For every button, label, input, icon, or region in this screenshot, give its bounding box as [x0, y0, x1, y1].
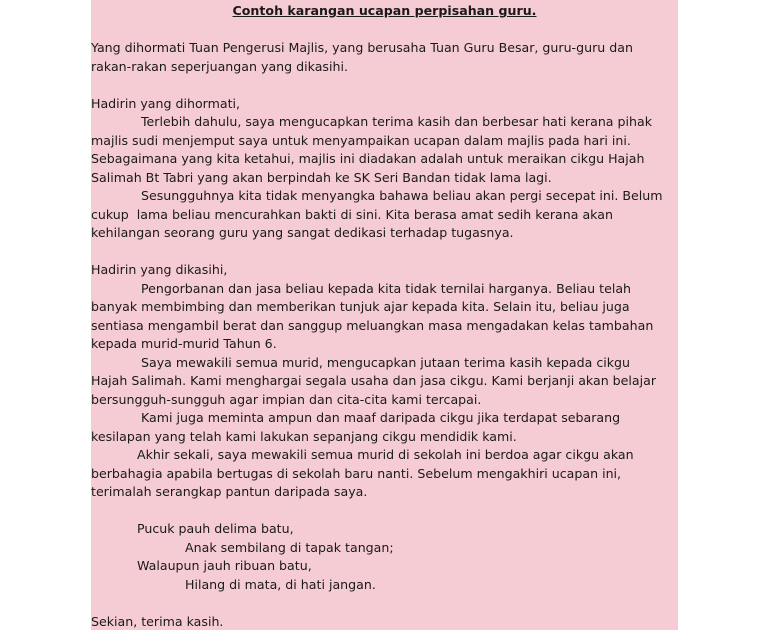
pantun-line: Walaupun jauh ribuan batu, [91, 557, 678, 576]
pantun-line: Anak sembilang di tapak tangan; [91, 539, 678, 558]
spacer [91, 243, 678, 262]
spacer [91, 594, 678, 613]
paragraph-line: Akhir sekali, saya mewakili semua murid di sekolah ini berdoa agar cikgu akan [91, 446, 678, 465]
opening-line: Yang dihormati Tuan Pengerusi Majlis, yang berusaha Tuan Guru Besar, guru-guru dan [91, 39, 678, 58]
paragraph-line: sentiasa mengambil berat dan sanggup meluangkan masa mengadakan kelas tambahan [91, 317, 678, 336]
paragraph-line: Hajah Salimah. Kami menghargai segala usaha dan jasa cikgu. Kami berjanji akan belajar [91, 372, 678, 391]
pantun-line: Pucuk pauh delima batu, [91, 520, 678, 539]
paragraph-line: Terlebih dahulu, saya mengucapkan terima kasih dan berbesar hati kerana pihak [91, 113, 678, 132]
document-title: Contoh karangan ucapan perpisahan guru. [91, 2, 678, 21]
closing-line: Sekian, terima kasih. [91, 613, 678, 631]
speech-text [91, 2, 678, 631]
document-page [91, 0, 678, 630]
paragraph-line: Saya mewakili semua murid, mengucapkan jutaan terima kasih kepada cikgu [91, 354, 678, 373]
spacer [91, 76, 678, 95]
paragraph-line: Sesungguhnya kita tidak menyangka bahawa beliau akan pergi secepat ini. Belum [91, 187, 678, 206]
paragraph-line: kehilangan seorang guru yang sangat dedikasi terhadap tugasnya. [91, 224, 678, 243]
paragraph-line: terimalah serangkap pantun daripada saya. [91, 483, 678, 502]
greeting: Hadirin yang dikasihi, [91, 261, 678, 280]
greeting: Hadirin yang dihormati, [91, 95, 678, 114]
paragraph-line: banyak membimbing dan memberikan tunjuk ajar kepada kita. Selain itu, beliau juga [91, 298, 678, 317]
paragraph-line: Sebagaimana yang kita ketahui, majlis ini diadakan adalah untuk meraikan cikgu Hajah [91, 150, 678, 169]
paragraph-line: kesilapan yang telah kami lakukan sepanjang cikgu mendidik kami. [91, 428, 678, 447]
paragraph-line: majlis sudi menjemput saya untuk menyampaikan ucapan dalam majlis pada hari ini. [91, 132, 678, 151]
paragraph-line: kepada murid-murid Tahun 6. [91, 335, 678, 354]
opening-line: rakan-rakan seperjuangan yang dikasihi. [91, 58, 678, 77]
paragraph-line: berbahagia apabila bertugas di sekolah baru nanti. Sebelum mengakhiri ucapan ini, [91, 465, 678, 484]
paragraph-line: bersungguh-sungguh agar impian dan cita-cita kami tercapai. [91, 391, 678, 410]
spacer [91, 502, 678, 521]
paragraph-line: cukup lama beliau mencurahkan bakti di sini. Kita berasa amat sedih kerana akan [91, 206, 678, 225]
paragraph-line: Kami juga meminta ampun dan maaf daripada cikgu jika terdapat sebarang [91, 409, 678, 428]
pantun-line: Hilang di mata, di hati jangan. [91, 576, 678, 595]
spacer [91, 21, 678, 40]
paragraph-line: Salimah Bt Tabri yang akan berpindah ke SK Seri Bandan tidak lama lagi. [91, 169, 678, 188]
paragraph-line: Pengorbanan dan jasa beliau kepada kita tidak ternilai harganya. Beliau telah [91, 280, 678, 299]
